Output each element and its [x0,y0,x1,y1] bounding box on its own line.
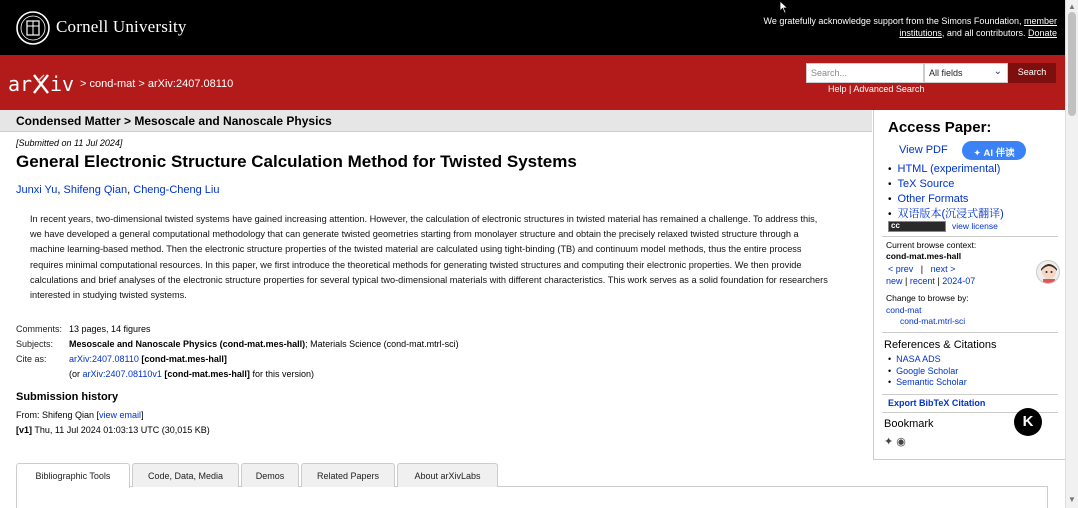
version-entry [16,425,210,435]
tex-source-link[interactable]: • TeX Source [888,177,1004,192]
tab-bibliographic-tools[interactable]: Bibliographic Tools [16,463,130,488]
reddit-icon[interactable]: ◉ [896,436,906,448]
tab-demos[interactable]: Demos [241,463,299,487]
cc-license-icon[interactable] [888,221,946,232]
search-input[interactable]: Search... [806,63,924,83]
search-button[interactable]: Search [1008,63,1056,83]
google-scholar-link[interactable]: • Google Scholar [888,366,967,378]
cite-id-link[interactable]: arXiv:2407.08110 [69,354,139,364]
browse-lists: new | recent | 2024-07 [886,276,976,286]
page-scrollbar[interactable] [1065,0,1078,508]
scroll-down-icon[interactable]: ▼ [1068,495,1076,504]
other-formats-link[interactable]: • Other Formats [888,192,1004,207]
abstract-text: In recent years, two-dimensional twisted systems have gained increasing attention. However, the calculation of electronic structures in twisted material has remained a challenge. To address this, we have developed a general computational methodology that can generate twisted geometries starting from monolayer structure and obtain the precisely relaxed twisted structure through a machine learning-based method. Then the electronic structure properties of the twisted material are calculated using tight-binding (TB) and continuum model methods, thus the entire process requires minimal computational resources. In this paper, we first introduce the theoretical methods for generating twisted structures and computing their electronic properties. We then provide calculations and brief analyses of the electronic structure properties for several typical two-dimensional materials with different characteristics. This work serves as a solid foundation for researchers interested in studying twisted systems. [30,214,828,301]
prev-link[interactable]: < prev [888,264,914,274]
bibsonomy-icon[interactable]: ✦ [884,436,894,448]
breadcrumb[interactable]: > cond-mat > arXiv:2407.08110 [80,78,234,90]
ai-reading-label: AI 伴读 [983,148,1015,159]
view-license-link[interactable]: view license [952,221,998,231]
cite-version-value [69,369,314,379]
references-list [888,354,967,389]
submission-history-title: Submission history [16,391,119,403]
tab-code-data-media[interactable]: Code, Data, Media [132,463,239,487]
tab-panel [16,486,1048,508]
assistant-avatar[interactable] [1036,260,1060,284]
sparkle-icon: ✦ [973,148,984,159]
sidebar-divider [882,394,1058,395]
cornell-university-link[interactable]: Cornell University [56,17,187,36]
cite-version-prefix: (or [69,369,83,379]
svg-text:ar: ar [8,72,33,96]
browse-cond-mat-link[interactable]: cond-mat [886,305,922,315]
bookmark-title: Bookmark [884,418,934,430]
support-text: We gratefully acknowledge support from the Simons Foundation, [763,16,1024,26]
sidebar-divider [882,236,1058,237]
browse-navigation: < prev | next > [888,264,956,274]
help-link[interactable]: Help [828,84,847,94]
secondary-subjects: ; Materials Science (cond-mat.mtrl-sci) [305,339,459,349]
cornell-seal-icon[interactable] [16,11,50,45]
browse-mtrl-sci-link[interactable]: cond-mat.mtrl-sci [900,316,966,326]
browse-context-category: cond-mat.mes-hall [886,251,962,261]
paper-title: General Electronic Structure Calculation Method for Twisted Systems [16,152,577,171]
cite-version-category: [cond-mat.mes-hall] [164,369,250,379]
cc-license-label: cc [891,221,900,230]
subjects-label: Subjects: [16,339,54,349]
arxiv-header [0,55,1065,110]
cite-version-link[interactable]: arXiv:2407.08110v1 [82,369,162,379]
author-link[interactable]: Shifeng Qian [63,184,128,196]
bilingual-version-link[interactable]: • 双语版本(沉浸式翻译) [888,207,1004,222]
k-floating-button[interactable]: K [1014,408,1042,436]
advanced-search-link[interactable]: Advanced Search [853,84,925,94]
subject-header [0,110,872,132]
change-browse-label: Change to browse by: [886,293,969,303]
tab-related-papers[interactable]: Related Papers [301,463,395,487]
avatar-face-icon [1037,261,1060,284]
help-links: Help | Advanced Search [828,84,925,94]
view-email-link[interactable]: view email [99,410,142,420]
html-link[interactable]: • HTML (experimental) [888,162,1004,177]
ai-reading-button[interactable] [962,141,1026,160]
semantic-scholar-link[interactable]: • Semantic Scholar [888,377,967,389]
submitter-suffix: ] [141,410,144,420]
bookmark-icons [884,435,906,448]
submitter-line [16,410,144,420]
cite-version-suffix: for this version) [249,369,314,379]
arxiv-logo-icon[interactable] [8,71,78,97]
scroll-up-icon[interactable]: ▲ [1068,2,1076,11]
member-institutions-link[interactable]: member institutions [899,16,1057,38]
cite-category: [cond-mat.mes-hall] [141,354,227,364]
author-list: Junxi Yu, Shifeng Qian, Cheng-Cheng Liu [16,184,220,196]
comments-value: 13 pages, 14 figures [69,324,151,334]
browse-context-label: Current browse context: [886,240,977,250]
version-details: Thu, 11 Jul 2024 01:03:13 UTC (30,015 KB) [32,425,210,435]
support-tail: , and all contributors. [941,28,1028,38]
primary-subject: Mesoscale and Nanoscale Physics (cond-mat.mes-hall) [69,339,306,349]
month-link[interactable]: 2024-07 [942,276,976,286]
subject-header-text: Condensed Matter > Mesoscale and Nanoscale Physics [16,114,332,128]
author-link[interactable]: Junxi Yu [16,184,58,196]
submitted-date: [Submitted on 11 Jul 2024] [16,138,123,148]
mouse-cursor-icon [779,0,789,14]
donate-link[interactable]: Donate [1027,28,1057,38]
support-notice [737,15,1057,39]
subjects-value [69,339,459,349]
scrollbar-thumb[interactable] [1068,12,1076,116]
cite-value [69,354,227,364]
access-format-list [888,162,1004,222]
recent-link[interactable]: recent [909,276,935,286]
version-label: [v1] [16,425,33,435]
search-field-select[interactable] [924,63,1008,83]
comments-label: Comments: [16,324,63,334]
nasa-ads-link[interactable]: • NASA ADS [888,354,967,366]
tab-about-arxivlabs[interactable]: About arXivLabs [397,463,498,487]
references-title: References & Citations [884,339,997,351]
institution-bar [0,0,1065,55]
svg-text:iv: iv [50,72,75,96]
view-pdf-link[interactable]: View PDF [899,144,948,156]
submitter-prefix: From: Shifeng Qian [ [16,410,100,420]
access-paper-title: Access Paper: [888,119,992,136]
chevron-down-icon: ⌄ [993,66,1002,77]
next-link[interactable]: next > [930,264,956,274]
new-link[interactable]: new [886,276,903,286]
cite-label: Cite as: [16,354,47,364]
access-sidebar [873,110,1065,460]
export-bibtex-link[interactable]: Export BibTeX Citation [888,398,986,408]
sidebar-divider [882,332,1058,333]
search-field-value: All fields [929,68,963,78]
author-link[interactable]: Cheng-Cheng Liu [133,184,220,196]
